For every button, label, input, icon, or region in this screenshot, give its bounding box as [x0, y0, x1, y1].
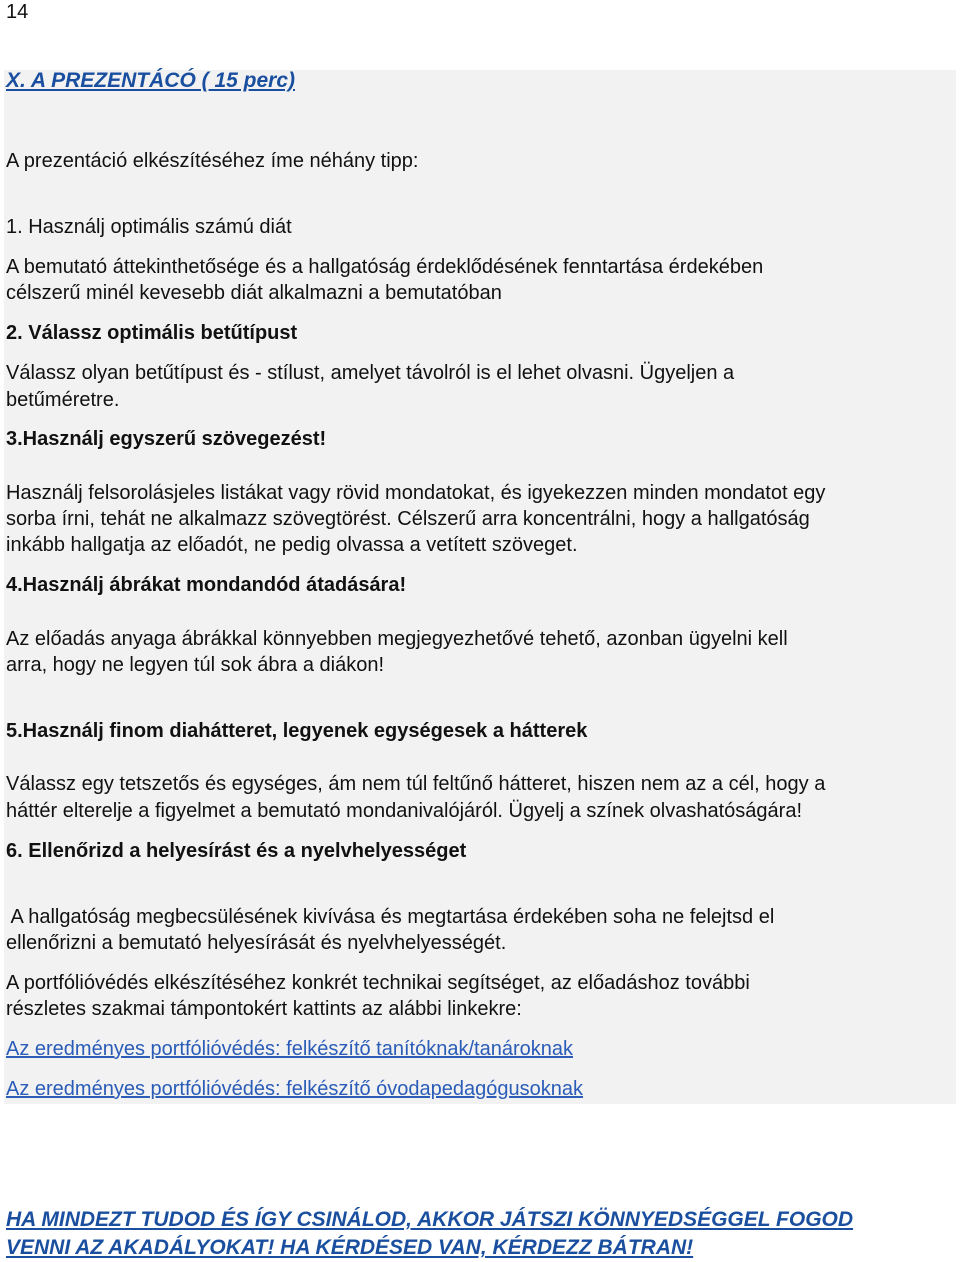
tip-3-line-2: sorba írni, tehát ne alkalmazz szövegtörést. Célszerű arra koncentrálni, hogy a hallgatóság [6, 508, 810, 530]
tip-1-line-2: célszerű minél kevesebb diát alkalmazni a bemutatóban [6, 282, 502, 304]
intro-text: A prezentáció elkészítéséhez íme néhány tipp: [6, 150, 419, 172]
tip-1-line-1: A bemutató áttekinthetősége és a hallgatóság érdeklődésének fenntartása érdekében [6, 256, 764, 278]
tip-4-line-1: Az előadás anyaga ábrákkal könnyebben megjegyezhetővé tehető, azonban ügyelni kell [6, 628, 788, 650]
tip-5-line-2: háttér elterelje a figyelmet a bemutató mondanivalójáról. Ügyelj a színek olvashatóságára! [6, 800, 802, 822]
footer-line-2: VENNI AZ AKADÁLYOKAT! HA KÉRDÉSED VAN, KÉRDEZZ BÁTRAN! [6, 1236, 694, 1259]
footer-line-1: HA MINDEZT TUDOD ÉS ÍGY CSINÁLOD, AKKOR JÁTSZI KÖNNYEDSÉGGEL FOGOD [6, 1208, 854, 1231]
tip-2-heading: 2. Válassz optimális betűtípust [6, 322, 298, 344]
tip-4-line-2: arra, hogy ne legyen túl sok ábra a diákon! [6, 654, 385, 676]
tip-1-heading: 1. Használj optimális számú diát [6, 216, 292, 238]
link-kindergarten-teachers[interactable]: Az eredményes portfólióvédés: felkészítő óvodapedagógusoknak [6, 1078, 584, 1100]
tip-2-line-1: Válassz olyan betűtípust és - stílust, amelyet távolról is el lehet olvasni. Ügyeljen a [6, 362, 735, 384]
tip-6-heading: 6. Ellenőrizd a helyesírást és a nyelvhelyességet [6, 840, 467, 862]
link-teachers[interactable]: Az eredményes portfólióvédés: felkészítő tanítóknak/tanároknak [6, 1038, 573, 1060]
tip-6-line-2: ellenőrizni a bemutató helyesírását és nyelvhelyességét. [6, 932, 507, 954]
page-number: 14 [6, 1, 29, 23]
tip-2-line-2: betűméretre. [6, 389, 120, 411]
tip-6-line-1: A hallgatóság megbecsülésének kivívása és megtartása érdekében soha ne felejtsd el [6, 906, 775, 928]
portfolio-text-line-1: A portfólióvédés elkészítéséhez konkrét technikai segítséget, az előadáshoz további [6, 972, 750, 994]
tip-3-line-3: inkább hallgatja az előadót, ne pedig olvassa a vetített szöveget. [6, 534, 578, 556]
tip-3-line-1: Használj felsorolásjeles listákat vagy rövid mondatokat, és igyekezzen minden mondatot egy [6, 482, 826, 504]
portfolio-text-line-2: részletes szakmai támpontokért kattints az alábbi linkekre: [6, 998, 522, 1020]
tip-3-heading: 3.Használj egyszerű szövegezést! [6, 428, 327, 450]
tip-4-heading: 4.Használj ábrákat mondandód átadására! [6, 574, 407, 596]
tip-5-line-1: Válassz egy tetszetős és egységes, ám nem túl feltűnő hátteret, hiszen nem az a cél, hogy a [6, 773, 826, 795]
section-title: X. A PREZENTÁCÓ ( 15 perc) [6, 69, 295, 92]
tip-5-heading: 5.Használj finom diahátteret, legyenek egységesek a hátterek [6, 720, 588, 742]
